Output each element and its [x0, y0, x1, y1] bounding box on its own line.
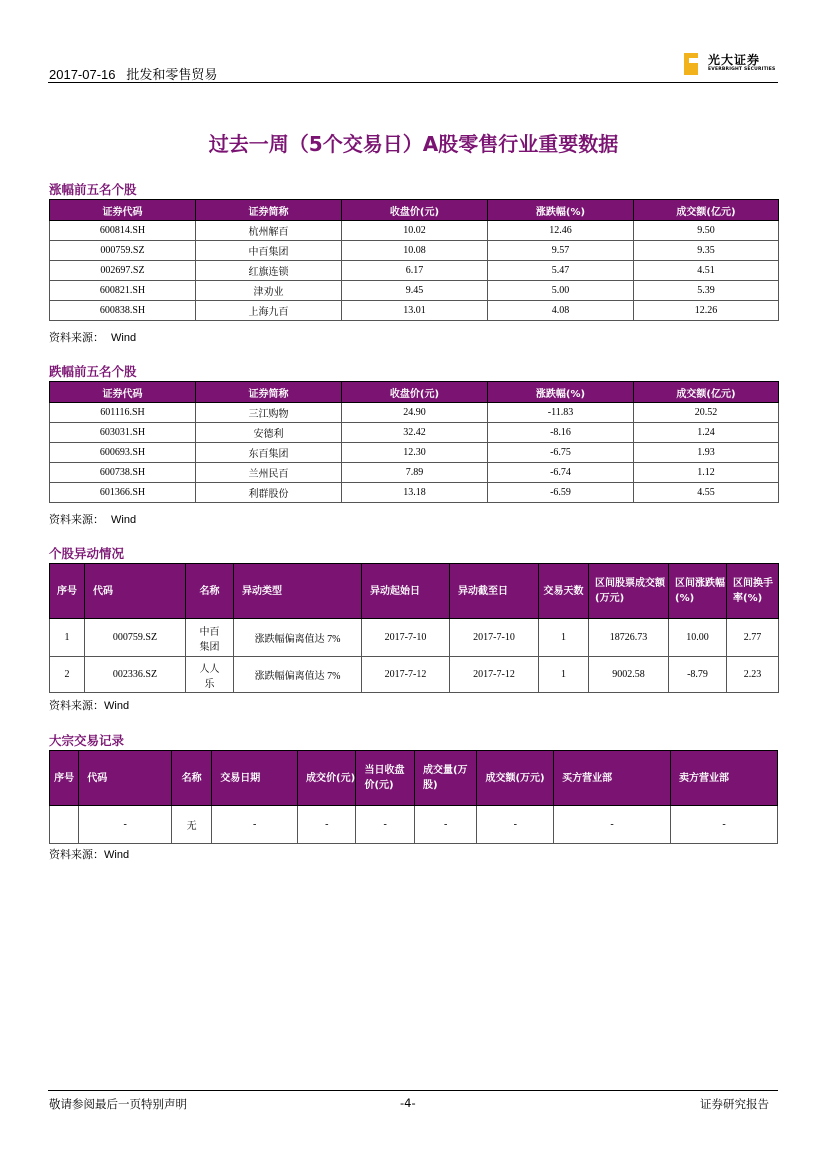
industry-name: 批发和零售贸易: [126, 67, 218, 82]
table-row: [50, 619, 779, 657]
col-header: 收盘价(元): [342, 200, 488, 221]
table-row: [50, 423, 779, 443]
gainers-heading: 涨幅前五名个股: [49, 182, 137, 197]
col-header: 证券代码: [50, 200, 196, 221]
table-cell: 红旗连锁: [196, 261, 342, 281]
logo-cn: 光大证券: [708, 53, 761, 67]
col-header: 名称: [171, 751, 211, 806]
table-cell: 10.00: [669, 619, 727, 657]
table-cell: 5.00: [488, 281, 634, 301]
table-cell: -6.74: [488, 463, 634, 483]
table-cell: 东百集团: [196, 443, 342, 463]
table-cell: -: [356, 806, 414, 844]
table-cell: 9.50: [634, 221, 779, 241]
table-cell: 2.77: [727, 619, 779, 657]
col-header: 证券简称: [196, 200, 342, 221]
block-table: [49, 750, 778, 844]
table-cell: 000759.SZ: [50, 241, 196, 261]
col-header: 交易天数: [539, 564, 589, 619]
table-cell: 4.08: [488, 301, 634, 321]
table-cell: 上海九百: [196, 301, 342, 321]
table-cell: 002697.SZ: [50, 261, 196, 281]
table-cell: -: [671, 806, 778, 844]
header-text: [49, 64, 217, 83]
col-header: 序号: [50, 564, 85, 619]
source-value: Wind: [104, 700, 130, 712]
table-cell: 三江购物: [196, 403, 342, 423]
table-cell: 2017-7-10: [362, 619, 450, 657]
gainers-source: [49, 329, 136, 345]
col-header: 卖方营业部: [671, 751, 778, 806]
col-header: 证券代码: [50, 382, 196, 403]
col-header: 收盘价(元): [342, 382, 488, 403]
table-cell: -: [477, 806, 554, 844]
col-header: 成交额(亿元): [634, 382, 779, 403]
table-cell: 10.02: [342, 221, 488, 241]
source-label: 资料来源：: [49, 699, 104, 712]
col-header: 成交量(万股): [414, 751, 477, 806]
col-header: 区间涨跌幅(%): [669, 564, 727, 619]
footer-divider: [48, 1090, 778, 1091]
page-number: -4-: [400, 1096, 416, 1110]
source-value: Wind: [111, 514, 137, 526]
table-cell: 4.55: [634, 483, 779, 503]
table-cell: 利群股份: [196, 483, 342, 503]
gainers-table: [49, 199, 779, 321]
col-header: 成交额(亿元): [634, 200, 779, 221]
abnormal-table: [49, 563, 779, 693]
table-row: [50, 806, 778, 844]
table-cell: 9.57: [488, 241, 634, 261]
table-cell: -11.83: [488, 403, 634, 423]
table-cell: 12.30: [342, 443, 488, 463]
table-cell: 600838.SH: [50, 301, 196, 321]
source-value: Wind: [111, 332, 137, 344]
table-cell: 涨跌幅偏离值达 7%: [234, 619, 362, 657]
report-date: 2017-07-16: [49, 67, 116, 82]
col-header: 成交额(万元): [477, 751, 554, 806]
col-header: 异动截至日: [450, 564, 539, 619]
col-header: 涨跌幅(%): [488, 200, 634, 221]
table-cell: 32.42: [342, 423, 488, 443]
table-cell: 600693.SH: [50, 443, 196, 463]
losers-table: [49, 381, 779, 503]
table-row: [50, 221, 779, 241]
table-cell: 1: [50, 619, 85, 657]
table-cell: 无: [171, 806, 211, 844]
table-cell: 600738.SH: [50, 463, 196, 483]
table-row: [50, 403, 779, 423]
abnormal-source: [49, 697, 129, 713]
table-cell: 2017-7-10: [450, 619, 539, 657]
table-cell: 9002.58: [589, 657, 669, 693]
company-logo: [684, 51, 784, 79]
logo-en: EVERBRIGHT SECURITIES: [708, 67, 776, 72]
col-header: 涨跌幅(%): [488, 382, 634, 403]
table-row: [50, 301, 779, 321]
table-cell: 24.90: [342, 403, 488, 423]
table-cell: 002336.SZ: [85, 657, 186, 693]
col-header: 异动起始日: [362, 564, 450, 619]
logo-mark-icon: [684, 53, 698, 75]
table-cell: 9.35: [634, 241, 779, 261]
losers-heading: 跌幅前五名个股: [49, 364, 137, 379]
table-cell: -: [79, 806, 172, 844]
col-header: 当日收盘价(元): [356, 751, 414, 806]
table-cell: 1.93: [634, 443, 779, 463]
table-cell: 杭州解百: [196, 221, 342, 241]
losers-source: [49, 511, 136, 527]
table-cell: 中百集团: [196, 241, 342, 261]
source-value: Wind: [104, 849, 130, 861]
table-row: [50, 483, 779, 503]
col-header: 异动类型: [234, 564, 362, 619]
col-header: 代码: [79, 751, 172, 806]
table-row: [50, 657, 779, 693]
table-cell: 600821.SH: [50, 281, 196, 301]
table-cell: 7.89: [342, 463, 488, 483]
table-cell: 601116.SH: [50, 403, 196, 423]
header-divider: [48, 82, 778, 83]
table-cell: 1.24: [634, 423, 779, 443]
table-cell: -: [414, 806, 477, 844]
col-header: 区间股票成交额(万元): [589, 564, 669, 619]
col-header: 序号: [50, 751, 79, 806]
table-cell: 2.23: [727, 657, 779, 693]
table-cell: -6.75: [488, 443, 634, 463]
footer-report-type: 证券研究报告: [700, 1097, 769, 1111]
footer-disclaimer: 敬请参阅最后一页特别声明: [49, 1097, 187, 1111]
table-cell: 2017-7-12: [362, 657, 450, 693]
table-cell: 安德利: [196, 423, 342, 443]
table-cell: -6.59: [488, 483, 634, 503]
table-cell: -: [554, 806, 671, 844]
table-cell: 600814.SH: [50, 221, 196, 241]
table-row: [50, 463, 779, 483]
table-row: [50, 281, 779, 301]
table-cell: 20.52: [634, 403, 779, 423]
block-source: [49, 846, 129, 862]
table-cell: 12.26: [634, 301, 779, 321]
table-row: [50, 261, 779, 281]
table-cell: 中百集团: [186, 619, 234, 657]
table-cell: 13.18: [342, 483, 488, 503]
col-header: 名称: [186, 564, 234, 619]
block-heading: 大宗交易记录: [49, 733, 125, 748]
source-label: 资料来源：: [49, 513, 104, 526]
source-label: 资料来源：: [49, 331, 104, 344]
abnormal-heading: 个股异动情况: [49, 546, 125, 561]
table-cell: 5.47: [488, 261, 634, 281]
table-cell: 13.01: [342, 301, 488, 321]
table-cell: 兰州民百: [196, 463, 342, 483]
table-cell: 18726.73: [589, 619, 669, 657]
col-header: 代码: [85, 564, 186, 619]
col-header: 交易日期: [212, 751, 298, 806]
table-cell: [50, 806, 79, 844]
col-header: 成交价(元): [298, 751, 356, 806]
table-cell: 000759.SZ: [85, 619, 186, 657]
table-cell: 人人乐: [186, 657, 234, 693]
table-cell: -: [298, 806, 356, 844]
col-header: 区间换手率(%): [727, 564, 779, 619]
table-cell: 津劝业: [196, 281, 342, 301]
table-cell: 1.12: [634, 463, 779, 483]
table-cell: 涨跌幅偏离值达 7%: [234, 657, 362, 693]
table-cell: 603031.SH: [50, 423, 196, 443]
table-cell: -8.79: [669, 657, 727, 693]
table-cell: 1: [539, 657, 589, 693]
source-label: 资料来源：: [49, 848, 104, 861]
col-header: 买方营业部: [554, 751, 671, 806]
col-header: 证券简称: [196, 382, 342, 403]
table-cell: 9.45: [342, 281, 488, 301]
table-cell: -8.16: [488, 423, 634, 443]
table-row: [50, 443, 779, 463]
table-cell: 12.46: [488, 221, 634, 241]
table-cell: -: [212, 806, 298, 844]
table-cell: 5.39: [634, 281, 779, 301]
table-cell: 6.17: [342, 261, 488, 281]
table-cell: 4.51: [634, 261, 779, 281]
table-cell: 2: [50, 657, 85, 693]
table-row: [50, 241, 779, 261]
table-cell: 10.08: [342, 241, 488, 261]
page-title: 过去一周（5个交易日）A股零售行业重要数据: [208, 132, 619, 156]
table-cell: 601366.SH: [50, 483, 196, 503]
table-cell: 2017-7-12: [450, 657, 539, 693]
table-cell: 1: [539, 619, 589, 657]
